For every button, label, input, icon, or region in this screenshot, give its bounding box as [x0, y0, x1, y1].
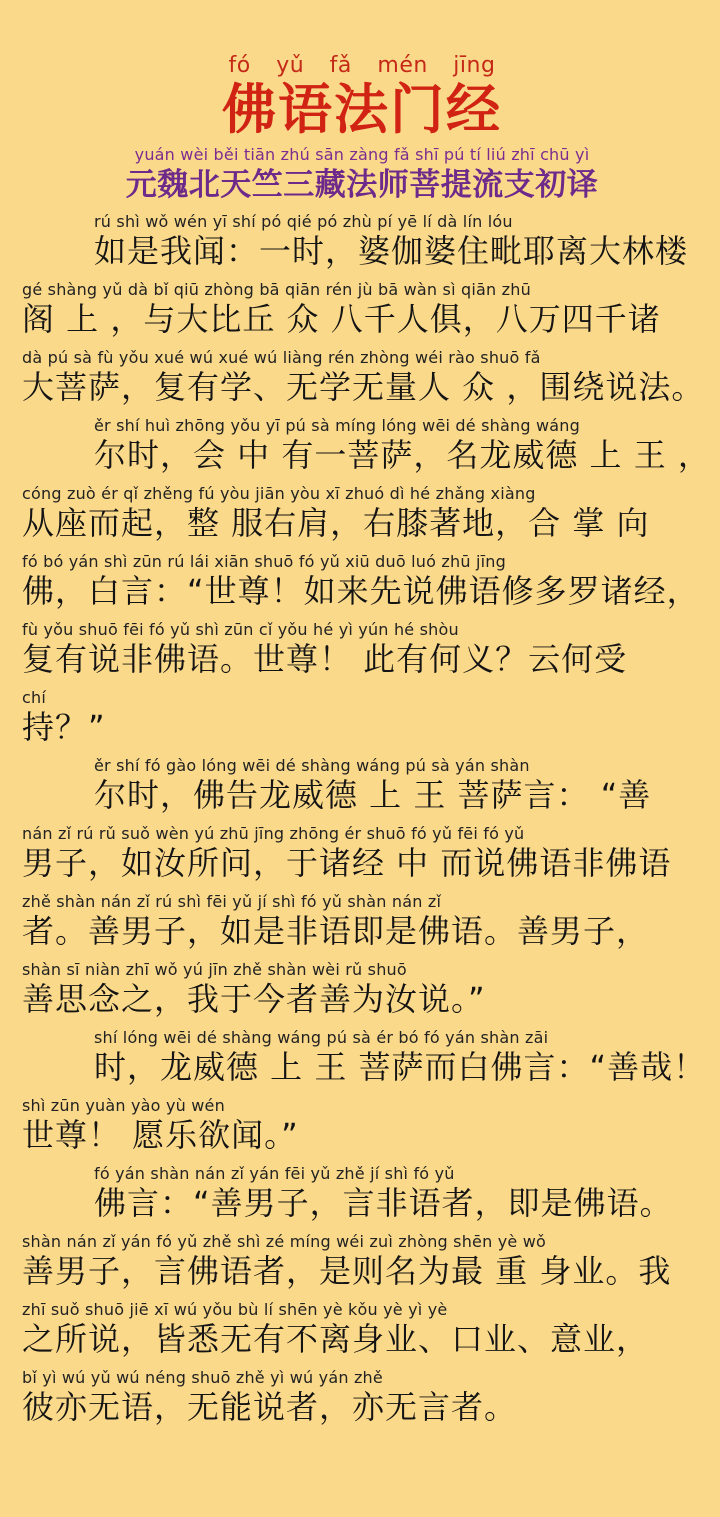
- pinyin-line-9: ěr shí fó gào lóng wēi dé shàng wáng pú sà yán shàn: [94, 756, 530, 775]
- text-line-2: 阁 上 ，与大比丘 众 八千人俱，八万四千诸: [22, 300, 661, 338]
- line-pair-15: [22, 1164, 702, 1222]
- line-pair-8: [22, 688, 702, 746]
- pinyin-line-6: fó bó yán shì zūn rú lái xiān shuō fó yǔ xiū duō luó zhū jīng: [22, 552, 506, 571]
- pinyin-line-10: nán zǐ rú rǔ suǒ wèn yú zhū jīng zhōng ér shuō fó yǔ fēi fó yǔ: [22, 824, 525, 843]
- line-pair-13: [22, 1028, 707, 1086]
- page-title: 佛语法门经: [222, 77, 502, 141]
- text-line-6: 佛，白言：“世尊！如来先说佛语修多罗诸经，: [22, 572, 700, 610]
- line-pair-7: [22, 620, 702, 678]
- line-pair-5: [22, 484, 702, 542]
- title-pinyin: fó yǔ fǎ mén jīng: [228, 53, 496, 78]
- line-pair-3: [22, 348, 705, 406]
- text-line-9: 尔时，佛告龙威德 上 王 菩萨言： “善: [94, 776, 652, 814]
- pinyin-line-16: shàn nán zǐ yán fó yǔ zhě shì zé míng wéi zuì zhòng shēn yè wǒ: [22, 1232, 546, 1251]
- line-pair-1: [22, 212, 702, 270]
- pinyin-line-14: shì zūn yuàn yào yù wén: [22, 1096, 225, 1115]
- pinyin-line-4: ěr shí huì zhōng yǒu yī pú sà míng lóng wēi dé shàng wáng: [94, 416, 580, 435]
- pinyin-line-12: shàn sī niàn zhī wǒ yú jīn zhě shàn wèi rǔ shuō: [22, 960, 407, 979]
- line-pair-4: [22, 416, 711, 474]
- pinyin-line-2: gé shàng yǔ dà bǐ qiū zhòng bā qiān rén jù bā wàn sì qiān zhū: [22, 280, 531, 299]
- text-line-8: 持？”: [22, 708, 106, 746]
- pinyin-line-3: dà pú sà fù yǒu xué wú xué wú liàng rén zhòng wéi rào shuō fǎ: [22, 348, 541, 367]
- pinyin-line-8: chí: [22, 688, 46, 707]
- pinyin-line-5: cóng zuò ér qǐ zhěng fú yòu jiān yòu xī zhuó dì hé zhǎng xiàng: [22, 484, 536, 503]
- pinyin-line-18: bǐ yì wú yǔ wú néng shuō zhě yì wú yán zhě: [22, 1368, 383, 1387]
- translator-block: [22, 144, 702, 204]
- line-pair-17: [22, 1300, 702, 1358]
- line-pair-14: [22, 1096, 702, 1154]
- text-line-3: 大菩萨，复有学、无学无量人 众 ，围绕说法。: [22, 368, 705, 406]
- line-pair-11: [22, 892, 702, 950]
- line-pair-18: [22, 1368, 702, 1426]
- text-line-7: 复有说非佛语。世尊！ 此有何义？云何受: [22, 640, 628, 678]
- pinyin-line-7: fù yǒu shuō fēi fó yǔ shì zūn cǐ yǒu hé yì yún hé shòu: [22, 620, 459, 639]
- line-pair-16: [22, 1232, 702, 1290]
- text-line-10: 男子，如汝所问，于诸经 中 而说佛语非佛语: [22, 844, 672, 882]
- pinyin-line-11: zhě shàn nán zǐ rú shì fēi yǔ jí shì fó yǔ shàn nán zǐ: [22, 892, 442, 911]
- text-line-16: 善男子，言佛语者，是则名为最 重 身业。我: [22, 1252, 672, 1290]
- translator-pinyin: yuán wèi běi tiān zhú sān zàng fǎ shī pú tí liú zhī chū yì: [134, 145, 590, 164]
- text-line-12: 善思念之，我于今者善为汝说。”: [22, 980, 486, 1018]
- line-pair-9: [22, 756, 702, 814]
- text-line-1: 如是我闻：一时，婆伽婆住毗耶离大林楼: [94, 232, 689, 270]
- text-line-5: 从座而起，整 服右肩，右膝著地，合 掌 向: [22, 504, 650, 542]
- line-pair-2: [22, 280, 702, 338]
- text-line-4: 尔时，会 中 有一菩萨，名龙威德 上 王 ，: [94, 436, 711, 474]
- translator-line: 元魏北天竺三藏法师菩提流支初译: [125, 167, 599, 203]
- line-pair-12: [22, 960, 702, 1018]
- pinyin-line-17: zhī suǒ shuō jiē xī wú yǒu bù lí shēn yè kǒu yè yì yè: [22, 1300, 448, 1319]
- line-pair-6: [22, 552, 702, 610]
- title-block: [22, 52, 702, 141]
- pinyin-line-13: shí lóng wēi dé shàng wáng pú sà ér bó fó yán shàn zāi: [94, 1028, 549, 1047]
- text-line-13: 时，龙威德 上 王 菩萨而白佛言：“善哉！: [94, 1048, 707, 1086]
- text-line-14: 世尊！ 愿乐欲闻。”: [22, 1116, 299, 1154]
- text-line-18: 彼亦无语，无能说者，亦无言者。: [22, 1388, 518, 1426]
- text-line-15: 佛言：“善男子，言非语者，即是佛语。: [94, 1184, 673, 1222]
- text-line-17: 之所说，皆悉无有不离身业、口业、意业，: [22, 1320, 650, 1358]
- line-pair-10: [22, 824, 702, 882]
- pinyin-line-15: fó yán shàn nán zǐ yán fēi yǔ zhě jí shì fó yǔ: [94, 1164, 455, 1183]
- pinyin-line-1: rú shì wǒ wén yī shí pó qié pó zhù pí yē lí dà lín lóu: [94, 212, 513, 231]
- text-line-11: 者。善男子，如是非语即是佛语。善男子，: [22, 912, 650, 950]
